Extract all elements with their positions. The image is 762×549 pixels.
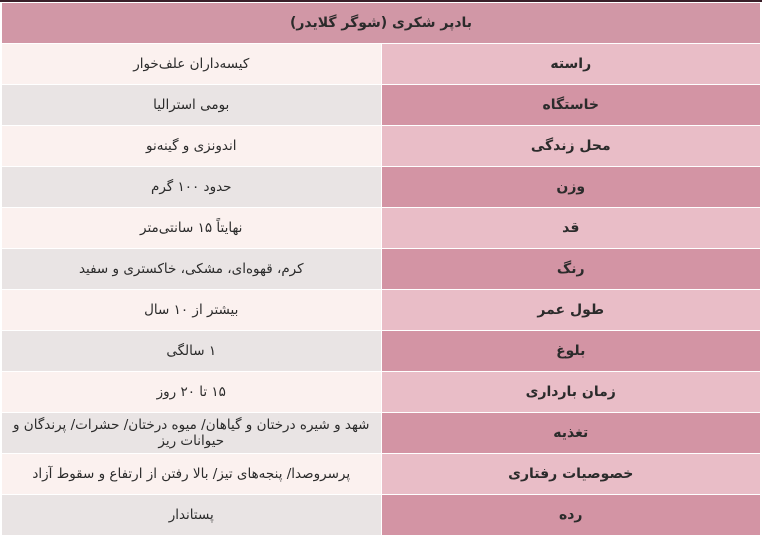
row-value: شهد و شیره درختان و گیاهان/ میوه درختان/ حشرات/ پرندگان و حیوانات ریز xyxy=(2,413,382,454)
table-row xyxy=(2,167,761,208)
table-row xyxy=(2,454,761,495)
table-row xyxy=(2,249,761,290)
row-value: کیسه‌داران علف‌خوار xyxy=(2,44,382,85)
row-label: خصوصیات رفتاری xyxy=(381,454,761,495)
row-label: زمان بارداری xyxy=(381,372,761,413)
info-table-body xyxy=(2,3,761,536)
table-row xyxy=(2,413,761,454)
info-table xyxy=(1,2,761,536)
table-row xyxy=(2,85,761,126)
row-label: خاستگاه xyxy=(381,85,761,126)
table-header-row xyxy=(2,3,761,44)
row-value: ۱۵ تا ۲۰ روز xyxy=(2,372,382,413)
row-label: تغذیه xyxy=(381,413,761,454)
row-label: راسته xyxy=(381,44,761,85)
table-row xyxy=(2,126,761,167)
row-value: پستاندار xyxy=(2,495,382,536)
row-value: بیشتر از ۱۰ سال xyxy=(2,290,382,331)
table-row xyxy=(2,495,761,536)
row-value: ۱ سالگی xyxy=(2,331,382,372)
row-value: حدود ۱۰۰ گرم xyxy=(2,167,382,208)
row-label: بلوغ xyxy=(381,331,761,372)
row-label: محل زندگی xyxy=(381,126,761,167)
row-value: اندونزی و گینه‌نو xyxy=(2,126,382,167)
table-row xyxy=(2,331,761,372)
table-row xyxy=(2,372,761,413)
row-label: وزن xyxy=(381,167,761,208)
table-row xyxy=(2,44,761,85)
table-row xyxy=(2,208,761,249)
row-value: پرسروصدا/ پنجه‌های تیز/ بالا رفتن از ارتفاع و سقوط آزاد xyxy=(2,454,382,495)
row-label: رنگ xyxy=(381,249,761,290)
row-label: رده xyxy=(381,495,761,536)
row-label: قد xyxy=(381,208,761,249)
row-value: بومی استرالیا xyxy=(2,85,382,126)
row-value: کرم، قهوه‌ای، مشکی، خاکستری و سفید xyxy=(2,249,382,290)
table-row xyxy=(2,290,761,331)
row-label: طول عمر xyxy=(381,290,761,331)
table-title: بادپر شکری (شوگر گلایدر) xyxy=(2,3,761,44)
row-value: نهایتاً ۱۵ سانتی‌متر xyxy=(2,208,382,249)
